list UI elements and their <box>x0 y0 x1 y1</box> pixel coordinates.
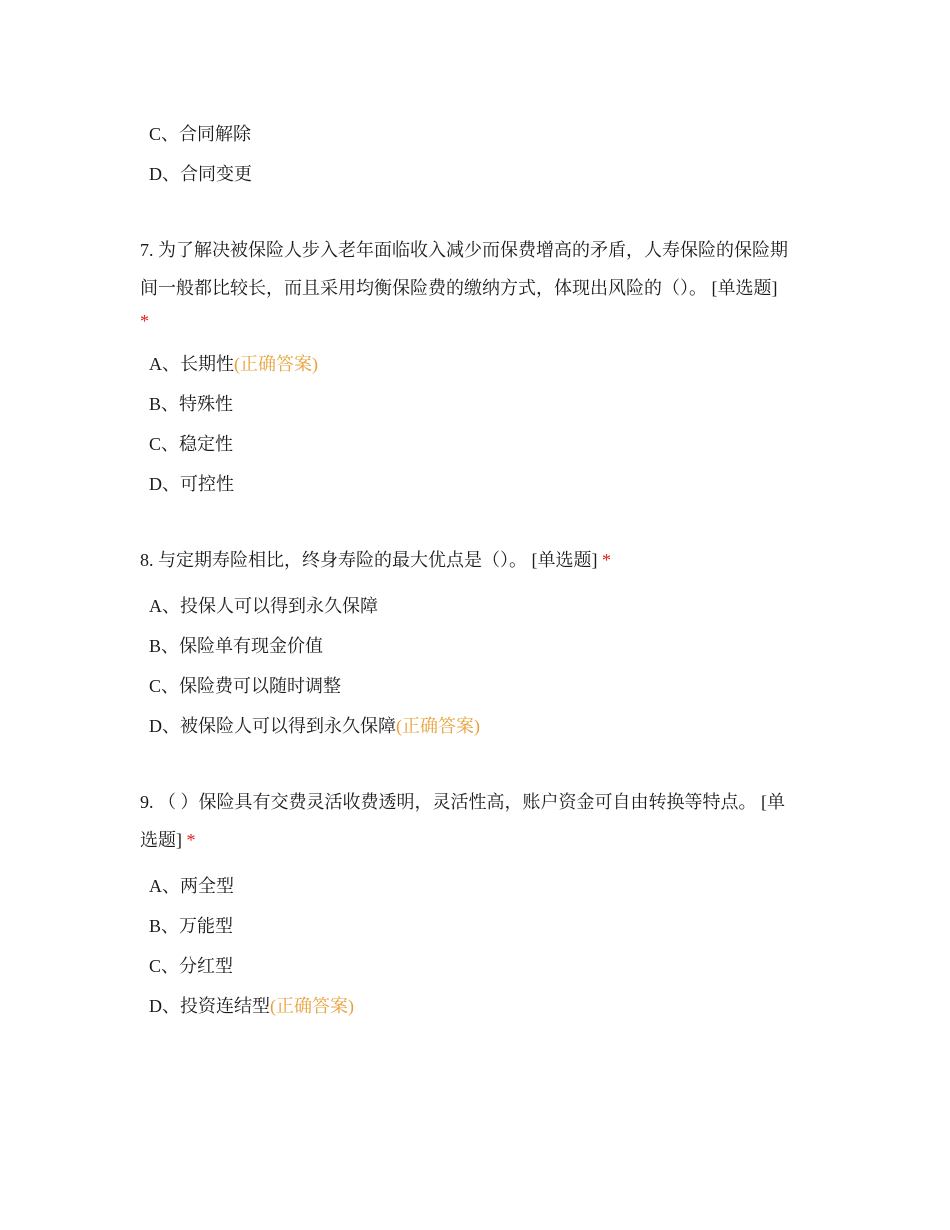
option-label: D、可控性 <box>149 474 234 494</box>
question-text: 选题] <box>140 830 182 850</box>
option-label: D、投资连结型 <box>149 996 270 1016</box>
option-label: A、投保人可以得到永久保障 <box>149 596 378 616</box>
q7-option-d <box>149 472 234 496</box>
q9-required-mark: * <box>186 830 196 850</box>
q9-option-d <box>149 994 354 1018</box>
q6-option-c <box>149 122 251 146</box>
q7-option-b <box>149 392 233 416</box>
option-label: A、长期性 <box>149 354 234 374</box>
q9-option-a <box>149 874 234 898</box>
q9-option-b <box>149 914 233 938</box>
q8-text-line-1 <box>140 548 611 572</box>
q7-text-line-1: 7. 为了解决被保险人步入老年面临收入减少而保费增高的矛盾，人寿保险的保险期 <box>140 240 788 260</box>
correct-answer-mark: (正确答案) <box>234 354 318 374</box>
option-label: C、分红型 <box>149 956 234 976</box>
option-label: B、万能型 <box>149 916 234 936</box>
q6-option-d <box>149 162 252 186</box>
option-label: C、稳定性 <box>149 434 234 454</box>
option-label: C、保险费可以随时调整 <box>149 676 342 696</box>
option-label: B、特殊性 <box>149 394 234 414</box>
correct-answer-mark: (正确答案) <box>396 716 480 736</box>
correct-answer-mark: (正确答案) <box>270 996 354 1016</box>
q9-text-line-2 <box>140 828 196 852</box>
option-label: C、合同解除 <box>149 124 252 144</box>
option-label: D、被保险人可以得到永久保障 <box>149 716 396 736</box>
q9-text-line-1: 9. （ ）保险具有交费灵活收费透明，灵活性高，账户资金可自由转换等特点。 [单 <box>140 792 785 812</box>
question-text: 8. 与定期寿险相比，终身寿险的最大优点是（）。 [单选题] <box>140 550 598 570</box>
q8-required-mark: * <box>602 550 611 570</box>
option-label: B、保险单有现金价值 <box>149 636 324 656</box>
q8-option-d <box>149 714 480 738</box>
q9-option-c <box>149 954 233 978</box>
option-label: A、两全型 <box>149 876 234 896</box>
q7-text-line-2: 间一般都比较长，而且采用均衡保险费的缴纳方式，体现出风险的（）。 [单选题] <box>140 278 778 298</box>
q7-required-mark: * <box>140 311 149 331</box>
q8-option-a <box>149 594 378 618</box>
q8-option-c <box>149 674 341 698</box>
q7-option-a <box>149 352 318 376</box>
q8-option-b <box>149 634 323 658</box>
option-label: D、合同变更 <box>149 164 252 184</box>
q7-option-c <box>149 432 233 456</box>
